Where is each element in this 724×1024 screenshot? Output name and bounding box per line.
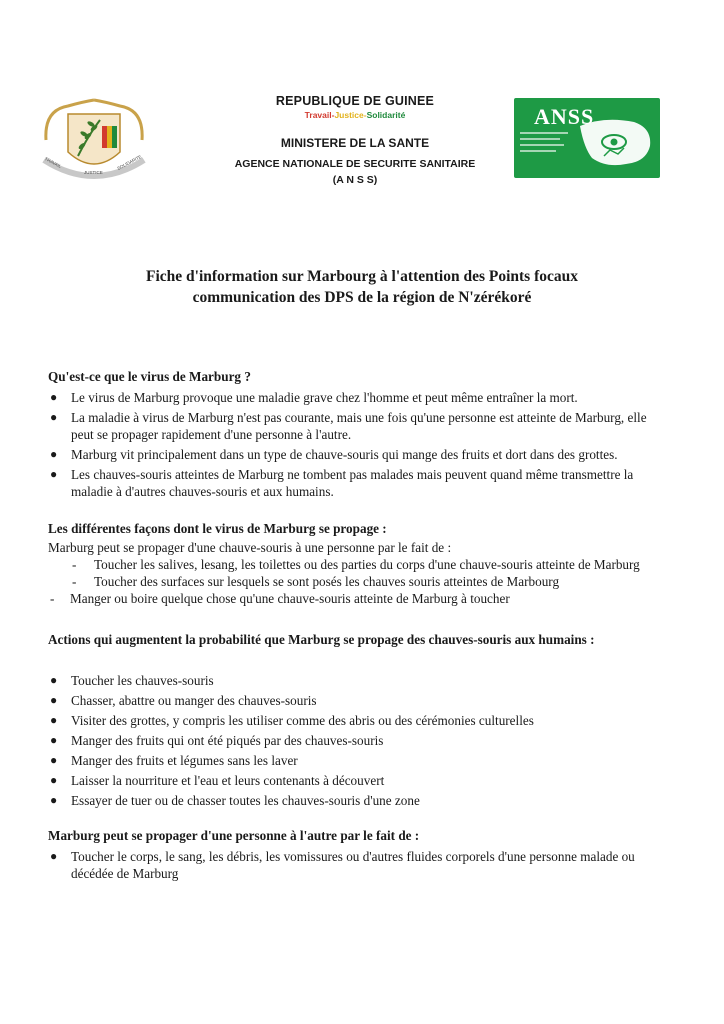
list-item: ● Toucher les chauves-souris	[50, 673, 214, 688]
motto-part-3: Solidarité	[366, 110, 406, 120]
list-item: ● Laisser la nourriture et l'eau et leurs contenants à découvert	[50, 773, 385, 788]
title-line-2: communication des DPS de la région de N'zérékoré	[192, 289, 532, 306]
section-2-heading: Les différentes façons dont le virus de Marburg se propage :	[48, 521, 387, 536]
crest-word-2: JUSTICE	[84, 170, 103, 175]
section-1-list	[48, 389, 658, 500]
list-item: ● La maladie à virus de Marburg n'est pas courante, mais une fois qu'une personne est atteinte de Marburg, elle peut se propager rapidement d'une personne à l'autre.	[50, 410, 647, 442]
bullet-icon: ●	[50, 753, 58, 767]
document-body	[48, 368, 658, 885]
list-item: ● Le virus de Marburg provoque une maladie grave chez l'homme et peut même entraîner la mort.	[50, 390, 578, 405]
motto-part-2: Justice-	[334, 110, 367, 120]
section-2-mainlist	[48, 590, 658, 607]
bullet-icon: ●	[50, 713, 58, 727]
letterhead	[190, 94, 520, 186]
section-3-list	[48, 672, 658, 809]
bullet-icon: ●	[50, 390, 58, 404]
list-item: ● Toucher le corps, le sang, les débris, les vomissures ou d'autres fluides corporels d'une personne malade ou décédée de Marburg	[50, 849, 635, 881]
bullet-icon: ●	[50, 793, 58, 807]
dash-icon: -	[50, 591, 55, 606]
bullet-icon: ●	[50, 693, 58, 707]
section-1-heading: Qu'est-ce que le virus de Marburg ?	[48, 369, 251, 384]
bullet-icon: ●	[50, 410, 58, 424]
bullet-icon: ●	[50, 467, 58, 481]
list-item: ● Les chauves-souris atteintes de Marburg ne tombent pas malades mais peuvent quand même transmettre la maladie à d'autres chauves-souris et aux humains.	[50, 467, 634, 499]
section-3-heading: Actions qui augmentent la probabilité que Marburg se propage des chauves-souris aux humains :	[48, 632, 595, 647]
ministry-name: MINISTERE DE LA SANTE	[280, 136, 430, 150]
list-item: ● Visiter des grottes, y compris les utiliser comme des abris ou des cérémonies culturelles	[50, 713, 534, 728]
list-item: - Toucher les salives, lesang, les toilettes ou des parties du corps d'une chauve-souris atteinte de Marburg	[72, 557, 640, 572]
list-item: - Toucher des surfaces sur lesquels se sont posés les chauves souris atteintes de Marbourg	[72, 574, 560, 589]
bullet-icon: ●	[50, 447, 58, 461]
national-motto	[190, 110, 520, 120]
crest-word-1: TRAVAIL	[43, 156, 63, 169]
document-title	[70, 266, 654, 308]
anss-logo-text: ANSS	[534, 104, 595, 129]
bullet-icon: ●	[50, 849, 58, 863]
agency-name: AGENCE NATIONALE DE SECURITE SANITAIRE	[234, 158, 476, 170]
list-item: ● Manger des fruits qui ont été piqués par des chauves-souris	[50, 733, 384, 748]
bullet-icon: ●	[50, 733, 58, 747]
list-item: ● Manger des fruits et légumes sans les laver	[50, 753, 298, 768]
section-2-intro: Marburg peut se propager d'une chauve-souris à une personne par le fait de :	[48, 540, 452, 555]
dash-icon: -	[72, 557, 77, 572]
list-item: ● Essayer de tuer ou de chasser toutes les chauves-souris d'une zone	[50, 793, 420, 808]
motto-part-1: Travail-	[304, 110, 335, 120]
list-item: ● Marburg vit principalement dans un type de chauve-souris qui mange des fruits et dort dans des grottes.	[50, 447, 618, 462]
anss-logo	[514, 98, 660, 178]
crest-word-3: SOLIDARITE	[116, 154, 143, 171]
title-line-1: Fiche d'information sur Marbourg à l'attention des Points focaux	[146, 268, 578, 285]
list-item: - Manger ou boire quelque chose qu'une chauve-souris atteinte de Marburg à toucher	[50, 591, 510, 606]
list-item: ● Chasser, abattre ou manger des chauves-souris	[50, 693, 317, 708]
section-4-list	[48, 848, 658, 882]
section-4-heading: Marburg peut se propager d'une personne à l'autre par le fait de :	[48, 828, 420, 843]
agency-acronym: (A N S S)	[332, 174, 378, 186]
bullet-icon: ●	[50, 773, 58, 787]
republic-name: REPUBLIQUE DE GUINEE	[275, 94, 435, 108]
bullet-icon: ●	[50, 673, 58, 687]
dash-icon: -	[72, 574, 77, 589]
section-2-sublist	[48, 556, 658, 590]
